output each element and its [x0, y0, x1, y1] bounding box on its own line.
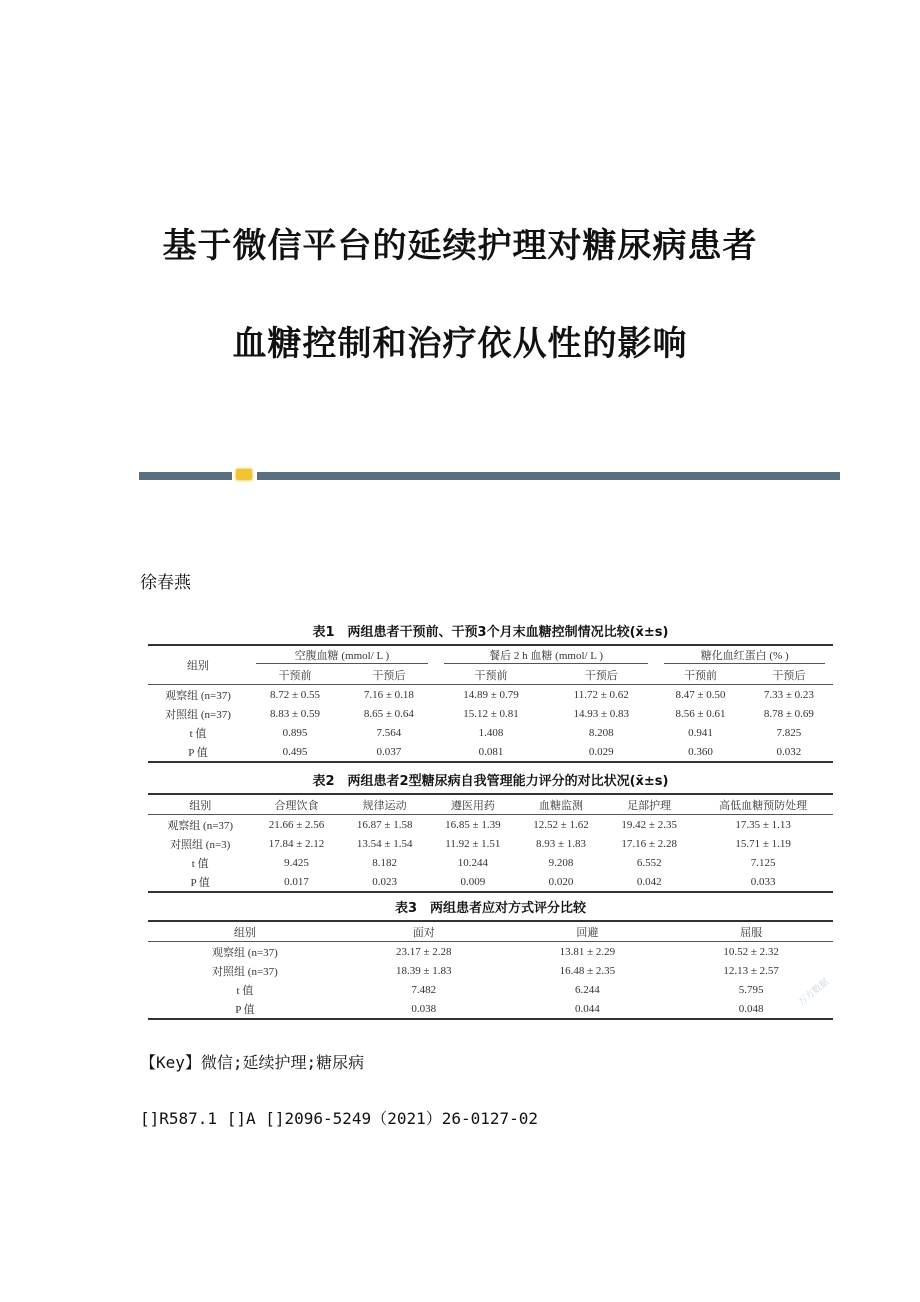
column-header: 干预后: [342, 665, 436, 685]
table-cell: 11.72 ± 0.62: [573, 688, 629, 701]
table-row: [148, 872, 833, 892]
table-row: [148, 834, 833, 853]
column-header: 遵医用药: [429, 794, 517, 815]
divider-bar-right: [257, 472, 840, 480]
column-group-header: 餐后 2 h 血糖 (mmol/ L ): [436, 645, 657, 665]
table-cell: 8.56 ± 0.61: [675, 707, 726, 720]
table-cell: 17.84 ± 2.12: [268, 837, 325, 850]
table-row: [148, 999, 833, 1019]
table-cell: 0.020: [517, 872, 605, 892]
column-header: 干预前: [436, 665, 546, 685]
table-cell: 0.029: [546, 742, 656, 762]
row-label: 观察组 (n=37): [165, 689, 231, 702]
divider-ornament-icon: [236, 469, 252, 480]
table-row: [148, 942, 833, 962]
table-cell: 10.244: [457, 856, 488, 869]
table-row: [148, 704, 833, 723]
table-cell: 8.47 ± 0.50: [675, 688, 726, 701]
table-cell: 8.182: [372, 856, 398, 869]
table-cell: 15.12 ± 0.81: [463, 707, 519, 720]
table-cell: 9.425: [284, 856, 309, 869]
table-cell: 8.93 ± 1.83: [536, 837, 587, 850]
table-cell: 7.482: [411, 983, 437, 996]
table-cell: 7.825: [776, 726, 802, 739]
table-cell: 1.408: [478, 726, 504, 739]
table-cell: 15.71 ± 1.19: [735, 837, 791, 850]
table-3: [148, 902, 833, 1020]
column-header: 干预前: [248, 665, 342, 685]
column-header: 组别: [148, 645, 248, 685]
table-cell: 0.032: [745, 742, 833, 762]
row-label: P 值: [148, 872, 252, 892]
table-cell: 0.044: [506, 999, 670, 1019]
table-cell: 8.78 ± 0.69: [763, 707, 814, 720]
table-cell: 8.65 ± 0.64: [363, 707, 414, 720]
row-label: 对照组 (n=3): [170, 838, 231, 851]
table-cell: 16.85 ± 1.39: [445, 818, 501, 831]
row-label: 观察组 (n=37): [212, 946, 278, 959]
table-cell: 0.895: [282, 726, 308, 739]
table-cell: 0.023: [341, 872, 429, 892]
column-group-header: 空腹血糖 (mmol/ L ): [248, 645, 436, 665]
table-row: [148, 961, 833, 980]
table-cell: 8.208: [588, 726, 614, 739]
table-cell: 0.360: [656, 742, 744, 762]
table-cell: 17.35 ± 1.13: [735, 818, 791, 831]
column-header: 血糖监测: [517, 794, 605, 815]
row-label: t 值: [189, 727, 207, 740]
table-row: [148, 742, 833, 762]
column-header: 组别: [148, 921, 342, 942]
table-cell: 19.42 ± 2.35: [621, 818, 677, 831]
table-cell: 9.208: [548, 856, 574, 869]
table-cell: 0.941: [688, 726, 713, 739]
table-cell: 0.042: [605, 872, 693, 892]
row-label: 观察组 (n=37): [167, 819, 234, 832]
table-row: [148, 794, 833, 815]
watermark: 万方数据: [796, 977, 831, 1009]
table-cell: 6.244: [575, 983, 600, 996]
column-header: 回避: [506, 921, 670, 942]
table-cell: 18.39 ± 1.83: [395, 964, 452, 977]
table-cell: 0.037: [342, 742, 436, 762]
table-2: [148, 775, 833, 893]
column-header: 面对: [342, 921, 506, 942]
table-cell: 14.89 ± 0.79: [463, 688, 519, 701]
table-2-caption: 表2 两组患者2型糖尿病自我管理能力评分的对比状况(x̄±s): [312, 774, 669, 789]
table-3-caption: 表3 两组患者应对方式评分比较: [394, 901, 587, 916]
column-header: 组别: [148, 794, 252, 815]
table-cell: 8.83 ± 0.59: [269, 707, 320, 720]
table-cell: 5.795: [738, 983, 764, 996]
column-group-header: 糖化血红蛋白 (% ): [656, 645, 833, 665]
table-cell: 12.52 ± 1.62: [533, 818, 589, 831]
table-cell: 0.017: [252, 872, 340, 892]
column-header: 合理饮食: [252, 794, 340, 815]
keywords: 【Key】微信;延续护理;糖尿病: [140, 1053, 365, 1072]
table-cell: 16.48 ± 2.35: [559, 964, 616, 977]
table-cell: 13.81 ± 2.29: [559, 945, 616, 958]
row-label: t 值: [236, 984, 254, 997]
table-row: [148, 853, 833, 872]
table-cell: 7.33 ± 0.23: [763, 688, 814, 701]
row-label: P 值: [148, 742, 248, 762]
row-label: 对照组 (n=37): [212, 965, 278, 978]
table-cell: 0.048: [669, 999, 833, 1019]
column-header: 干预后: [745, 665, 833, 685]
table-cell: 11.92 ± 1.51: [445, 837, 501, 850]
table-cell: 8.72 ± 0.55: [269, 688, 320, 701]
table-row: [148, 980, 833, 999]
row-label: t 值: [191, 857, 209, 870]
table-cell: 0.033: [693, 872, 833, 892]
row-label: 对照组 (n=37): [165, 708, 231, 721]
table-cell: 12.13 ± 2.57: [723, 964, 779, 977]
table-cell: 21.66 ± 2.56: [268, 818, 325, 831]
table-cell: 17.16 ± 2.28: [621, 837, 677, 850]
table-cell: 0.038: [342, 999, 506, 1019]
table-cell: 7.564: [376, 726, 402, 739]
table-cell: 13.54 ± 1.54: [356, 837, 413, 850]
row-label: P 值: [148, 999, 342, 1019]
column-header: 足部护理: [605, 794, 693, 815]
table-cell: 23.17 ± 2.28: [395, 945, 452, 958]
table-cell: 0.081: [436, 742, 546, 762]
table-row: [148, 685, 833, 705]
column-header: 规律运动: [341, 794, 429, 815]
column-header: 干预后: [546, 665, 656, 685]
table-cell: 0.495: [248, 742, 342, 762]
table-cell: 7.16 ± 0.18: [363, 688, 414, 701]
classification-info: []R587.1 []A []2096-5249（2021）26-0127-02: [140, 1109, 539, 1128]
table-cell: 6.552: [636, 856, 662, 869]
table-cell: 0.009: [429, 872, 517, 892]
divider-bar-left: [139, 472, 232, 480]
table-cell: 7.125: [750, 856, 776, 869]
table-cell: 14.93 ± 0.83: [573, 707, 630, 720]
table-row: [148, 815, 833, 835]
title-line-2: 血糖控制和治疗依从性的影响: [232, 324, 688, 364]
table-row: [148, 723, 833, 742]
column-header: 高低血糖预防处理: [693, 794, 833, 815]
column-header: 干预前: [656, 665, 744, 685]
table-1-caption: 表1 两组患者干预前、干预3个月末血糖控制情况比较(x̄±s): [312, 625, 669, 640]
table-row: [148, 921, 833, 942]
table-cell: 10.52 ± 2.32: [723, 945, 779, 958]
table-cell: 16.87 ± 1.58: [356, 818, 413, 831]
column-header: 屈服: [669, 921, 833, 942]
author: 徐春燕: [140, 573, 191, 593]
table-row: [148, 665, 833, 685]
title-line-1: 基于微信平台的延续护理对糖尿病患者: [162, 226, 758, 266]
table-1: [148, 626, 833, 763]
table-row: [148, 645, 833, 665]
